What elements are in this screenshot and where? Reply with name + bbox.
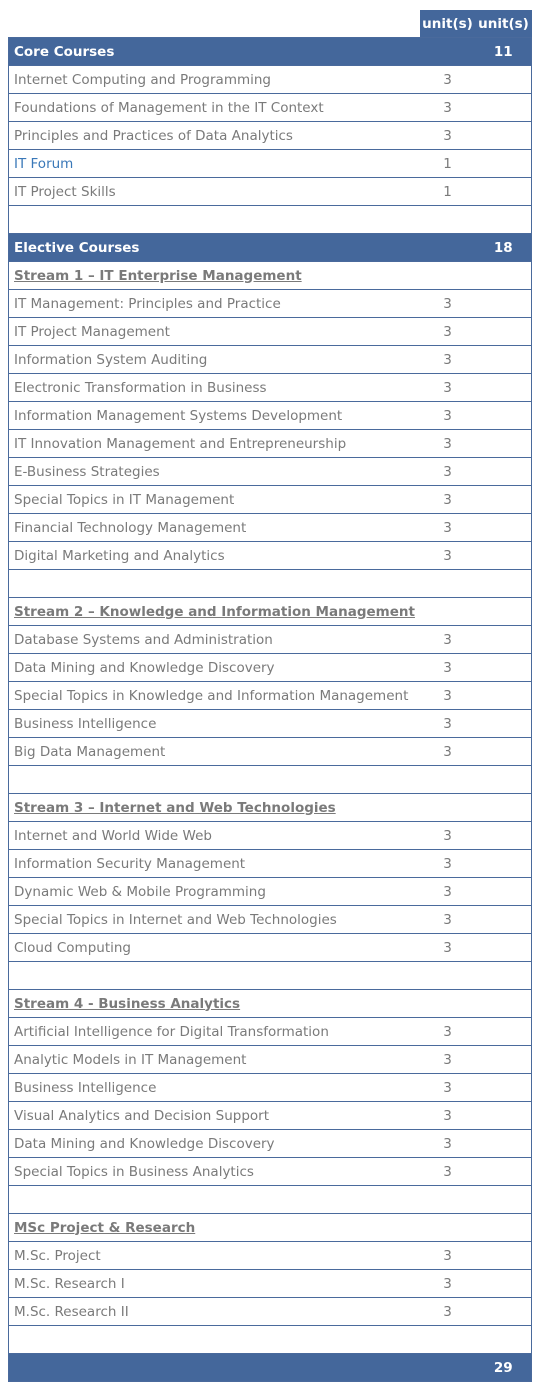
course-name: Principles and Practices of Data Analytics xyxy=(9,122,420,150)
course-name: Business Intelligence xyxy=(9,710,420,738)
course-units: 3 xyxy=(420,430,476,458)
table-row xyxy=(9,542,532,570)
stream-header-row xyxy=(9,262,532,290)
course-name: Analytic Models in IT Management xyxy=(9,1046,420,1074)
table-header-row xyxy=(9,10,532,38)
course-units: 3 xyxy=(420,290,476,318)
table-row xyxy=(9,822,532,850)
course-name: M.Sc. Research II xyxy=(9,1298,420,1326)
course-units: 3 xyxy=(420,66,476,94)
course-name: Data Mining and Knowledge Discovery xyxy=(9,654,420,682)
course-name: Foundations of Management in the IT Context xyxy=(9,94,420,122)
course-units: 3 xyxy=(420,850,476,878)
table-row xyxy=(9,402,532,430)
table-row xyxy=(9,290,532,318)
table-row xyxy=(9,738,532,766)
course-units: 3 xyxy=(420,1102,476,1130)
stream-title: MSc Project & Research xyxy=(9,1214,420,1242)
course-units: 3 xyxy=(420,1270,476,1298)
course-units: 3 xyxy=(420,1018,476,1046)
elective-courses-title: Elective Courses xyxy=(9,234,420,262)
stream-header-row xyxy=(9,794,532,822)
course-name: Special Topics in Knowledge and Information Management xyxy=(9,682,420,710)
table-row xyxy=(9,1158,532,1186)
table-row xyxy=(9,458,532,486)
elective-courses-header-row xyxy=(9,234,532,262)
course-units: 3 xyxy=(420,1074,476,1102)
course-units: 3 xyxy=(420,934,476,962)
stream-title: Stream 4 - Business Analytics xyxy=(9,990,420,1018)
course-name: Digital Marketing and Analytics xyxy=(9,542,420,570)
course-name: E-Business Strategies xyxy=(9,458,420,486)
table-row xyxy=(9,430,532,458)
core-courses-header-row xyxy=(9,38,532,66)
course-table-container xyxy=(8,10,531,1382)
table-row xyxy=(9,934,532,962)
course-name: IT Management: Principles and Practice xyxy=(9,290,420,318)
course-table xyxy=(8,10,532,1382)
course-units: 3 xyxy=(420,738,476,766)
grand-total-value: 29 xyxy=(476,1354,532,1382)
table-row xyxy=(9,486,532,514)
table-row xyxy=(9,1130,532,1158)
course-units: 3 xyxy=(420,94,476,122)
course-units: 3 xyxy=(420,822,476,850)
spacer-row xyxy=(9,766,532,794)
course-name: Visual Analytics and Decision Support xyxy=(9,1102,420,1130)
table-row xyxy=(9,1270,532,1298)
course-units: 3 xyxy=(420,654,476,682)
course-link-it-forum[interactable]: IT Forum xyxy=(9,150,420,178)
course-units: 3 xyxy=(420,1130,476,1158)
course-units: 3 xyxy=(420,542,476,570)
course-name: Big Data Management xyxy=(9,738,420,766)
course-name: Dynamic Web & Mobile Programming xyxy=(9,878,420,906)
course-units: 3 xyxy=(420,1046,476,1074)
course-name: Electronic Transformation in Business xyxy=(9,374,420,402)
table-row xyxy=(9,906,532,934)
table-row xyxy=(9,318,532,346)
course-units: 3 xyxy=(420,486,476,514)
spacer-row xyxy=(9,570,532,598)
stream-header-row xyxy=(9,990,532,1018)
course-units: 3 xyxy=(420,626,476,654)
course-units: 3 xyxy=(420,402,476,430)
table-row xyxy=(9,1074,532,1102)
course-name: Database Systems and Administration xyxy=(9,626,420,654)
elective-courses-total: 18 xyxy=(476,234,532,262)
course-units: 3 xyxy=(420,878,476,906)
course-units: 1 xyxy=(420,178,476,206)
table-row xyxy=(9,1018,532,1046)
table-row xyxy=(9,1046,532,1074)
stream-title: Stream 2 – Knowledge and Information Management xyxy=(9,598,420,626)
course-name: Special Topics in Business Analytics xyxy=(9,1158,420,1186)
course-name: Information Management Systems Development xyxy=(9,402,420,430)
table-row xyxy=(9,94,532,122)
spacer-row xyxy=(9,1326,532,1354)
stream-title: Stream 3 – Internet and Web Technologies xyxy=(9,794,420,822)
course-units: 1 xyxy=(420,150,476,178)
course-units: 3 xyxy=(420,1242,476,1270)
course-units: 3 xyxy=(420,514,476,542)
grand-total-row xyxy=(9,1354,532,1382)
table-row xyxy=(9,1102,532,1130)
spacer-row xyxy=(9,1186,532,1214)
course-units: 3 xyxy=(420,458,476,486)
course-name: Internet Computing and Programming xyxy=(9,66,420,94)
table-row xyxy=(9,514,532,542)
course-units: 3 xyxy=(420,374,476,402)
unit-total-column-header: unit(s) xyxy=(476,10,532,38)
course-name: IT Project Skills xyxy=(9,178,420,206)
header-blank-cell xyxy=(9,10,420,38)
core-courses-title: Core Courses xyxy=(9,38,420,66)
stream-header-row xyxy=(9,1214,532,1242)
table-row xyxy=(9,682,532,710)
table-row xyxy=(9,654,532,682)
stream-title: Stream 1 – IT Enterprise Management xyxy=(9,262,420,290)
course-units: 3 xyxy=(420,346,476,374)
course-name: M.Sc. Research I xyxy=(9,1270,420,1298)
course-name: Artificial Intelligence for Digital Transformation xyxy=(9,1018,420,1046)
course-name: Cloud Computing xyxy=(9,934,420,962)
table-row xyxy=(9,850,532,878)
course-units: 3 xyxy=(420,318,476,346)
table-row xyxy=(9,66,532,94)
course-units: 3 xyxy=(420,906,476,934)
course-name: Special Topics in IT Management xyxy=(9,486,420,514)
spacer-row xyxy=(9,962,532,990)
table-row xyxy=(9,122,532,150)
table-row xyxy=(9,1298,532,1326)
course-name: Information Security Management xyxy=(9,850,420,878)
table-row xyxy=(9,710,532,738)
table-row xyxy=(9,150,532,178)
table-row xyxy=(9,878,532,906)
course-units: 3 xyxy=(420,122,476,150)
table-row xyxy=(9,374,532,402)
course-name: IT Innovation Management and Entrepreneurship xyxy=(9,430,420,458)
core-courses-total: 11 xyxy=(476,38,532,66)
course-name: Information System Auditing xyxy=(9,346,420,374)
course-name: M.Sc. Project xyxy=(9,1242,420,1270)
course-units: 3 xyxy=(420,1158,476,1186)
table-row xyxy=(9,178,532,206)
course-units: 3 xyxy=(420,682,476,710)
course-units: 3 xyxy=(420,1298,476,1326)
table-row xyxy=(9,346,532,374)
course-units: 3 xyxy=(420,710,476,738)
course-name: Internet and World Wide Web xyxy=(9,822,420,850)
spacer-row xyxy=(9,206,532,234)
stream-header-row xyxy=(9,598,532,626)
table-row xyxy=(9,626,532,654)
course-name: Data Mining and Knowledge Discovery xyxy=(9,1130,420,1158)
course-name: IT Project Management xyxy=(9,318,420,346)
unit-column-header: unit(s) xyxy=(420,10,476,38)
table-row xyxy=(9,1242,532,1270)
course-name: Financial Technology Management xyxy=(9,514,420,542)
course-name: Business Intelligence xyxy=(9,1074,420,1102)
course-name: Special Topics in Internet and Web Technologies xyxy=(9,906,420,934)
